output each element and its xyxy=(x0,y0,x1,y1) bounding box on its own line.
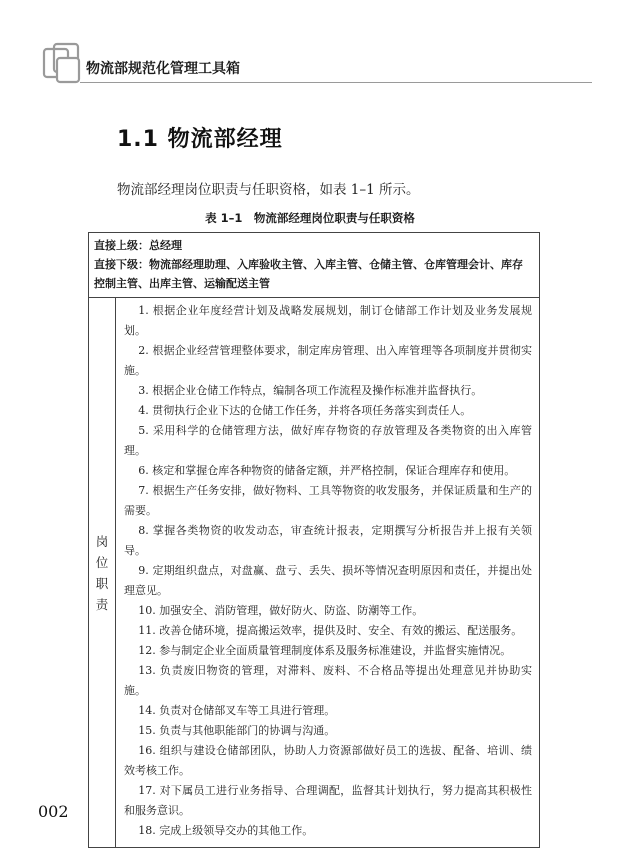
direct-superior: 直接上级：总经理 xyxy=(94,239,182,252)
duty-item: 6. 核定和掌握仓库各种物资的储备定额，并严格控制，保证合理库存和使用。 xyxy=(138,464,516,477)
duty-table xyxy=(88,232,540,848)
direct-subordinates-line-2: 控制主管、出库主管、运输配送主管 xyxy=(94,277,270,290)
duty-item: 1. 根据企业年度经营计划及战略发展规划，制订仓储部工作计划及业务发展规划。 xyxy=(124,304,532,337)
duty-item: 14. 负责对仓储部叉车等工具进行管理。 xyxy=(138,704,336,717)
duty-label-char: 责 xyxy=(95,596,109,612)
direct-subordinates-line-1: 直接下级：物流部经理助理、入库验收主管、入库主管、仓储主管、仓库管理会计、库存 xyxy=(94,258,523,271)
duty-item: 16. 组织与建设仓储部团队，协助人力资源部做好员工的选拔、配备、培训、绩效考核工作。 xyxy=(124,744,532,777)
duty-item: 10. 加强安全、消防管理，做好防火、防盗、防潮等工作。 xyxy=(138,604,424,617)
duty-item: 9. 定期组织盘点，对盘赢、盘亏、丢失、损坏等情况查明原因和责任，并提出处理意见。 xyxy=(124,564,532,597)
page-number: 002 xyxy=(38,802,69,821)
header-title: 物流部规范化管理工具箱 xyxy=(86,61,240,77)
duty-item: 5. 采用科学的仓储管理方法，做好库存物资的存放管理及各类物资的出入库管理。 xyxy=(124,424,532,457)
duty-item: 11. 改善仓储环境，提高搬运效率，提供及时、安全、有效的搬运、配送服务。 xyxy=(138,624,523,637)
page-header xyxy=(34,36,594,92)
duty-label-char: 岗 xyxy=(95,533,109,549)
duty-item: 4. 贯彻执行企业下达的仓储工作任务，并将各项任务落实到责任人。 xyxy=(138,404,472,417)
reporting-lines xyxy=(89,233,539,298)
header-divider xyxy=(80,82,592,83)
book-logo-icon xyxy=(40,40,84,84)
duty-item: 13. 负责废旧物资的管理，对滞料、废料、不合格品等提出处理意见并协助实施。 xyxy=(124,664,532,697)
duty-item: 8. 掌握各类物资的收发动态，审查统计报表，定期撰写分析报告并上报有关领导。 xyxy=(124,524,532,557)
duty-item: 18. 完成上级领导交办的其他工作。 xyxy=(138,824,314,837)
duty-item: 15. 负责与其他职能部门的协调与沟通。 xyxy=(138,724,336,737)
duty-label-char: 位 xyxy=(95,554,109,570)
intro-paragraph: 物流部经理岗位职责与任职资格，如表 1–1 所示。 xyxy=(117,182,420,198)
section-title: 1.1 物流部经理 xyxy=(117,127,283,152)
duty-label xyxy=(89,298,116,847)
table-caption: 表 1–1 物流部经理岗位职责与任职资格 xyxy=(205,211,415,225)
duty-item: 17. 对下属员工进行业务指导、合理调配，监督其计划执行，努力提高其积极性和服务意识。 xyxy=(124,784,532,817)
duty-label-char: 职 xyxy=(95,575,109,591)
duty-list xyxy=(116,298,539,847)
duty-row xyxy=(89,298,539,847)
duty-item: 2. 根据企业经营管理整体要求，制定库房管理、出入库管理等各项制度并贯彻实施。 xyxy=(124,344,532,377)
duty-item: 12. 参与制定企业全面质量管理制度体系及服务标准建设，并监督实施情况。 xyxy=(138,644,512,657)
duty-item: 3. 根据企业仓储工作特点，编制各项工作流程及操作标准并监督执行。 xyxy=(138,384,483,397)
duty-item: 7. 根据生产任务安排，做好物料、工具等物资的收发服务，并保证质量和生产的需要。 xyxy=(124,484,532,517)
